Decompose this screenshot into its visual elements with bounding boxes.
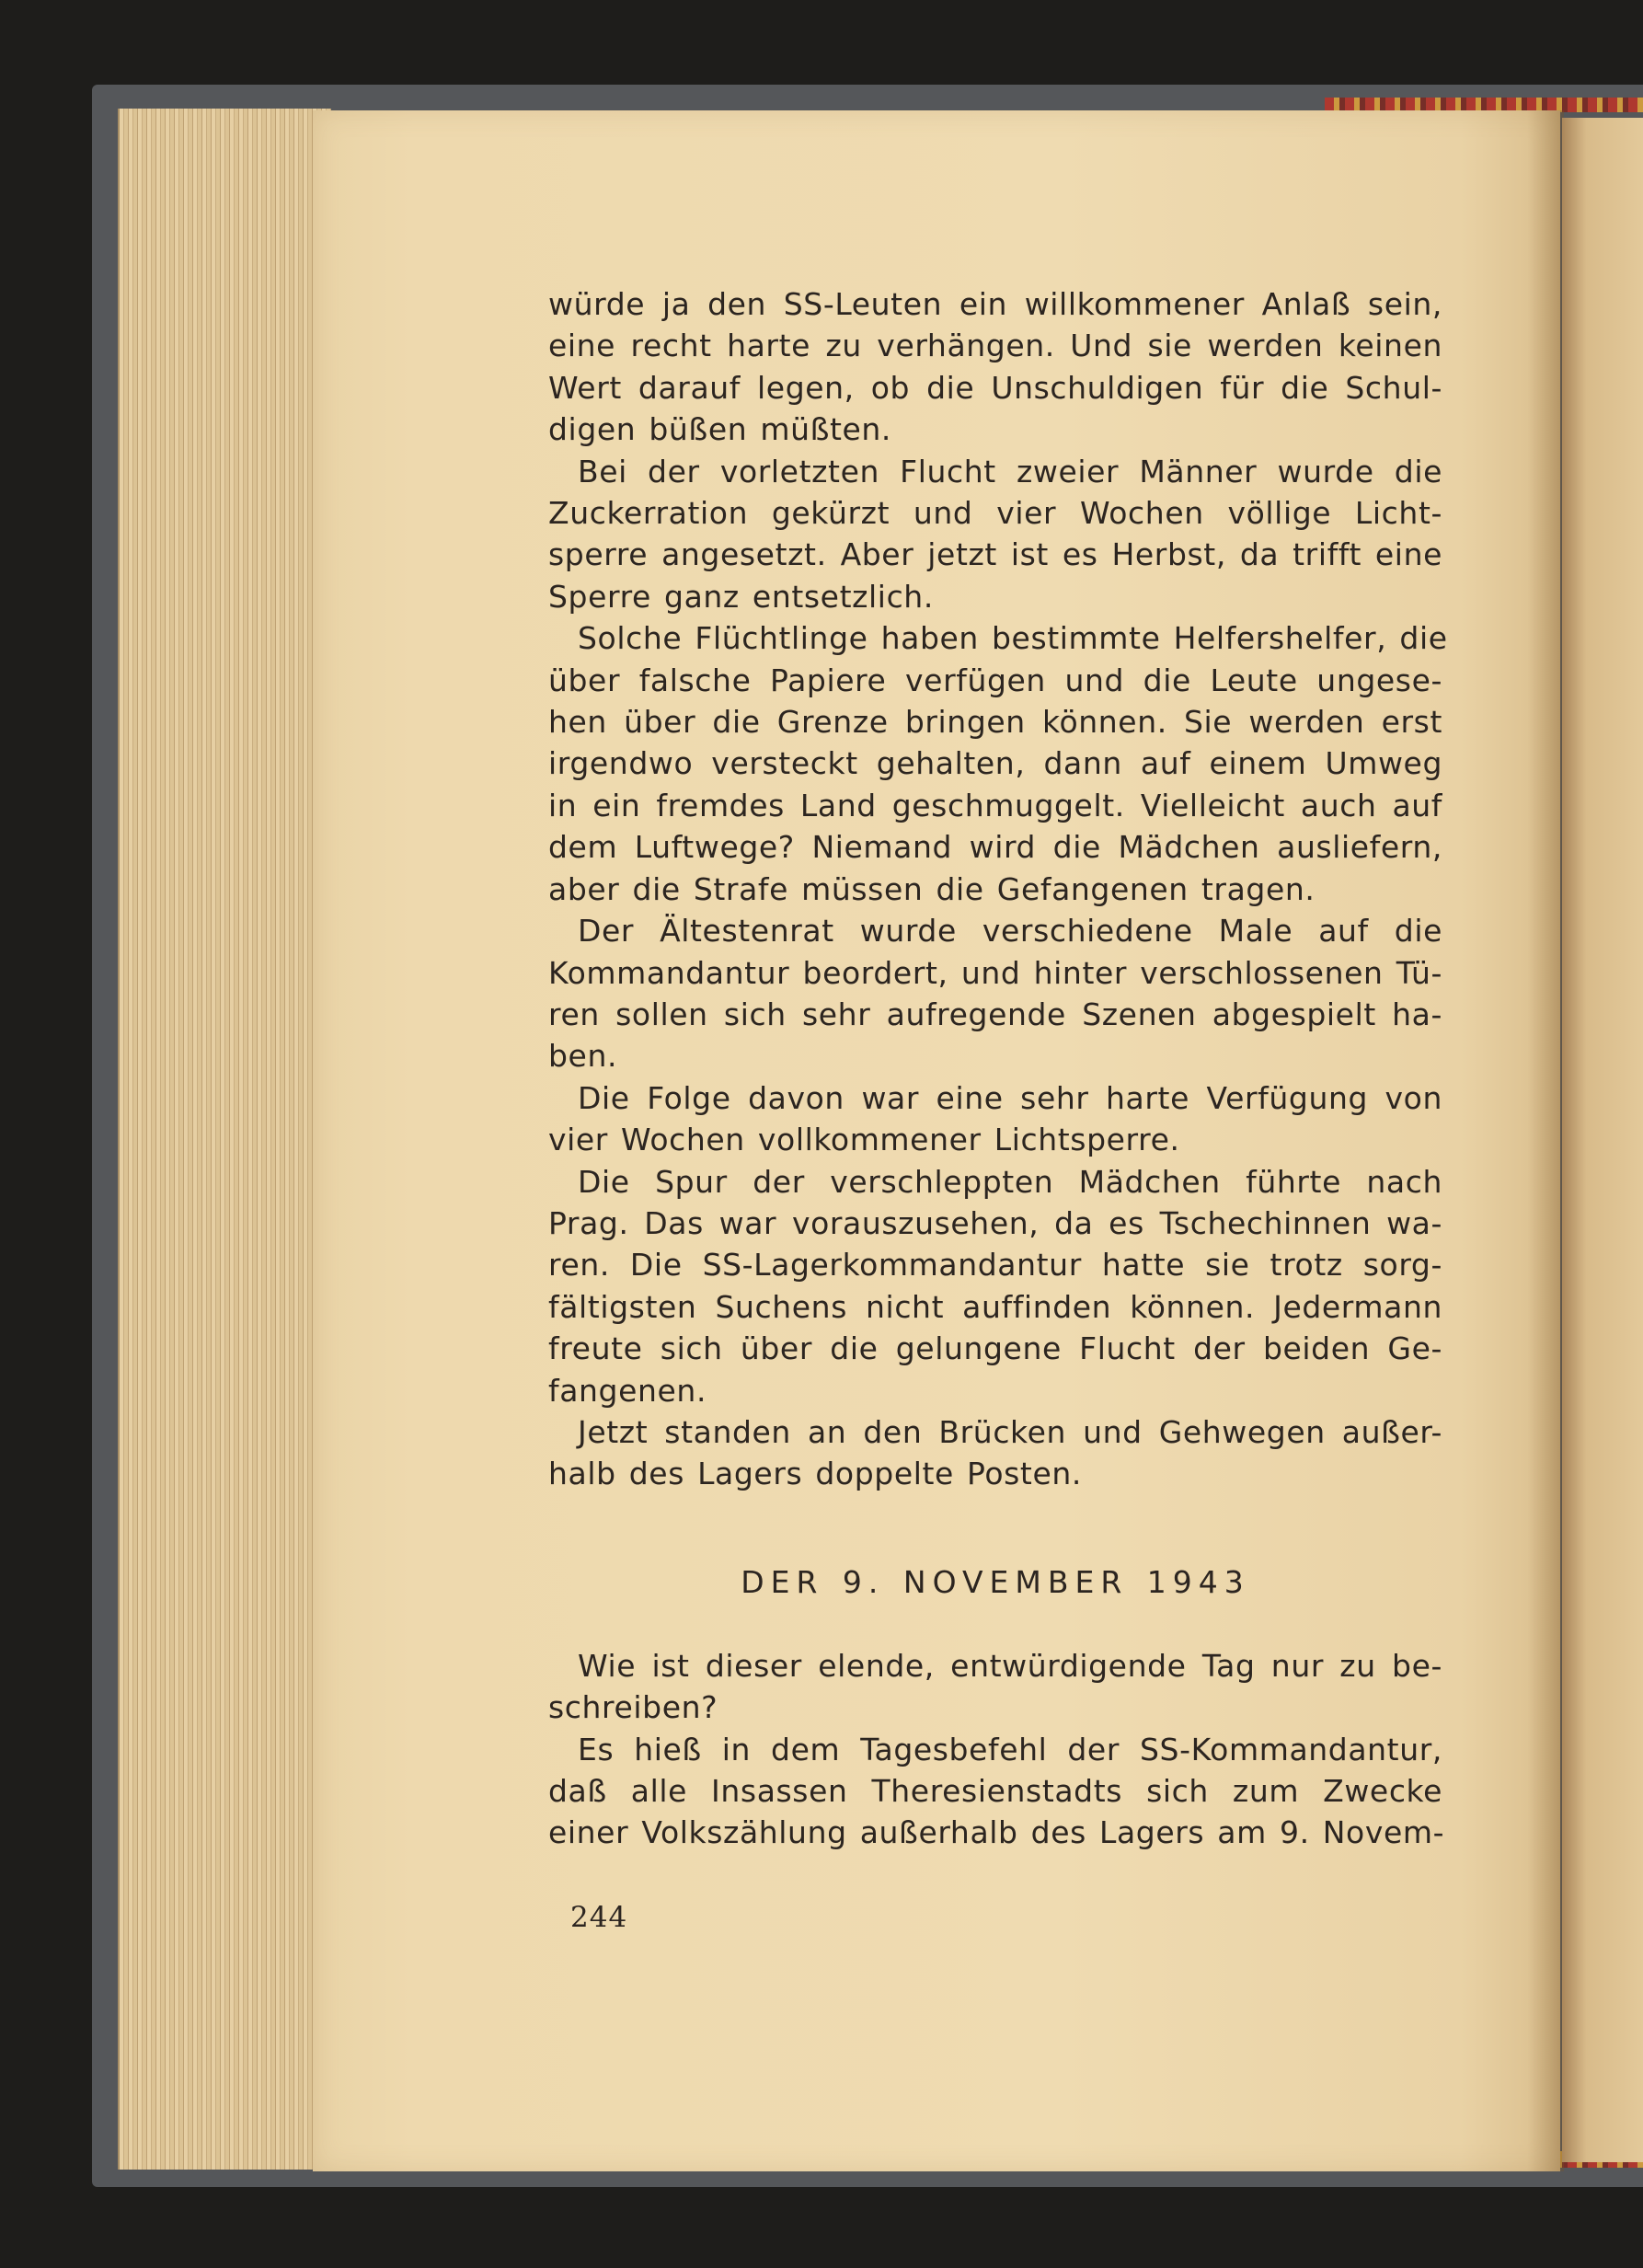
paragraph <box>548 910 1442 1077</box>
text-line: digen büßen müßten. <box>548 411 892 448</box>
text-line: würde ja den SS-Leuten ein willkommener Anlaß sein, <box>548 286 1442 322</box>
text-line: eine recht harte zu verhängen. Und sie werden keinen <box>548 328 1442 364</box>
text-line: Jetzt standen an den Brücken und Gehwegen außer- <box>578 1413 1442 1450</box>
page-text <box>548 283 1448 1854</box>
paragraph <box>548 451 1442 618</box>
text-line: freute sich über die gelungene Flucht der beiden Ge- <box>548 1330 1442 1367</box>
text-line: daß alle Insassen Theresienstadts sich zum Zwecke <box>548 1773 1442 1809</box>
text-line: Sperre ganz entsetzlich. <box>548 578 934 615</box>
text-line: ben. <box>548 1038 618 1075</box>
paragraphs-before-heading <box>548 283 1448 1495</box>
text-line: Solche Flüchtlinge haben bestimmte Helfershelfer, die <box>578 620 1448 657</box>
text-line: Die Spur der verschleppten Mädchen führte nach <box>578 1163 1442 1200</box>
paragraph <box>548 283 1442 451</box>
paragraph <box>548 1645 1442 1729</box>
text-line: vier Wochen vollkommener Lichtsperre. <box>548 1122 1180 1158</box>
text-line: einer Volkszählung außerhalb des Lagers am 9. Novem- <box>548 1814 1445 1851</box>
paragraph <box>548 1161 1442 1411</box>
paragraph <box>548 1077 1442 1161</box>
page-edges <box>118 109 331 2170</box>
text-line: Zuckerration gekürzt und vier Wochen völlige Licht- <box>548 495 1442 532</box>
text-line: halb des Lagers doppelte Posten. <box>548 1456 1082 1492</box>
text-line: Wie ist dieser elende, entwürdigende Tag nur zu be- <box>578 1647 1442 1684</box>
paragraph <box>548 1729 1445 1854</box>
text-line: Wert darauf legen, ob die Unschuldigen für die Schul- <box>548 369 1442 406</box>
text-line: fangenen. <box>548 1372 707 1409</box>
text-line: dem Luftwege? Niemand wird die Mädchen ausliefern, <box>548 829 1442 866</box>
text-line: fältigsten Suchens nicht auffinden können. Jedermann <box>548 1288 1442 1325</box>
text-line: in ein fremdes Land geschmuggelt. Vielleicht auch auf <box>548 787 1442 823</box>
chapter-heading: DER 9. NOVEMBER 1943 <box>741 1563 1250 1600</box>
text-line: sperre angesetzt. Aber jetzt ist es Herbst, da trifft eine <box>548 536 1442 573</box>
facing-page-edge <box>1562 118 1643 2162</box>
paragraph <box>548 617 1448 910</box>
text-line: Kommandantur beordert, und hinter verschlossenen Tü- <box>548 954 1442 991</box>
text-line: irgendwo versteckt gehalten, dann auf einem Umweg <box>548 745 1442 782</box>
text-line: aber die Strafe müssen die Gefangenen tragen. <box>548 870 1316 907</box>
text-line: Der Ältestenrat wurde verschiedene Male auf die <box>578 913 1442 950</box>
text-line: schreiben? <box>548 1689 718 1726</box>
text-line: Prag. Das war vorauszusehen, da es Tschechinnen wa- <box>548 1204 1442 1241</box>
text-line: ren sollen sich sehr aufregende Szenen abgespielt ha- <box>548 996 1442 1032</box>
page-number: 244 <box>570 1901 628 1934</box>
paragraphs-after-heading <box>548 1645 1445 1854</box>
text-line: Es hieß in dem Tagesbefehl der SS-Kommandantur, <box>578 1731 1442 1767</box>
text-line: hen über die Grenze bringen können. Sie werden erst <box>548 704 1442 741</box>
text-line: über falsche Papiere verfügen und die Leute ungese- <box>548 662 1442 698</box>
text-line: Bei der vorletzten Flucht zweier Männer wurde die <box>578 453 1442 489</box>
gutter-shadow <box>1527 110 1564 2171</box>
paragraph <box>548 1411 1442 1495</box>
text-line: ren. Die SS-Lagerkommandantur hatte sie trotz sorg- <box>548 1247 1442 1284</box>
text-line: Die Folge davon war eine sehr harte Verfügung von <box>578 1079 1442 1116</box>
